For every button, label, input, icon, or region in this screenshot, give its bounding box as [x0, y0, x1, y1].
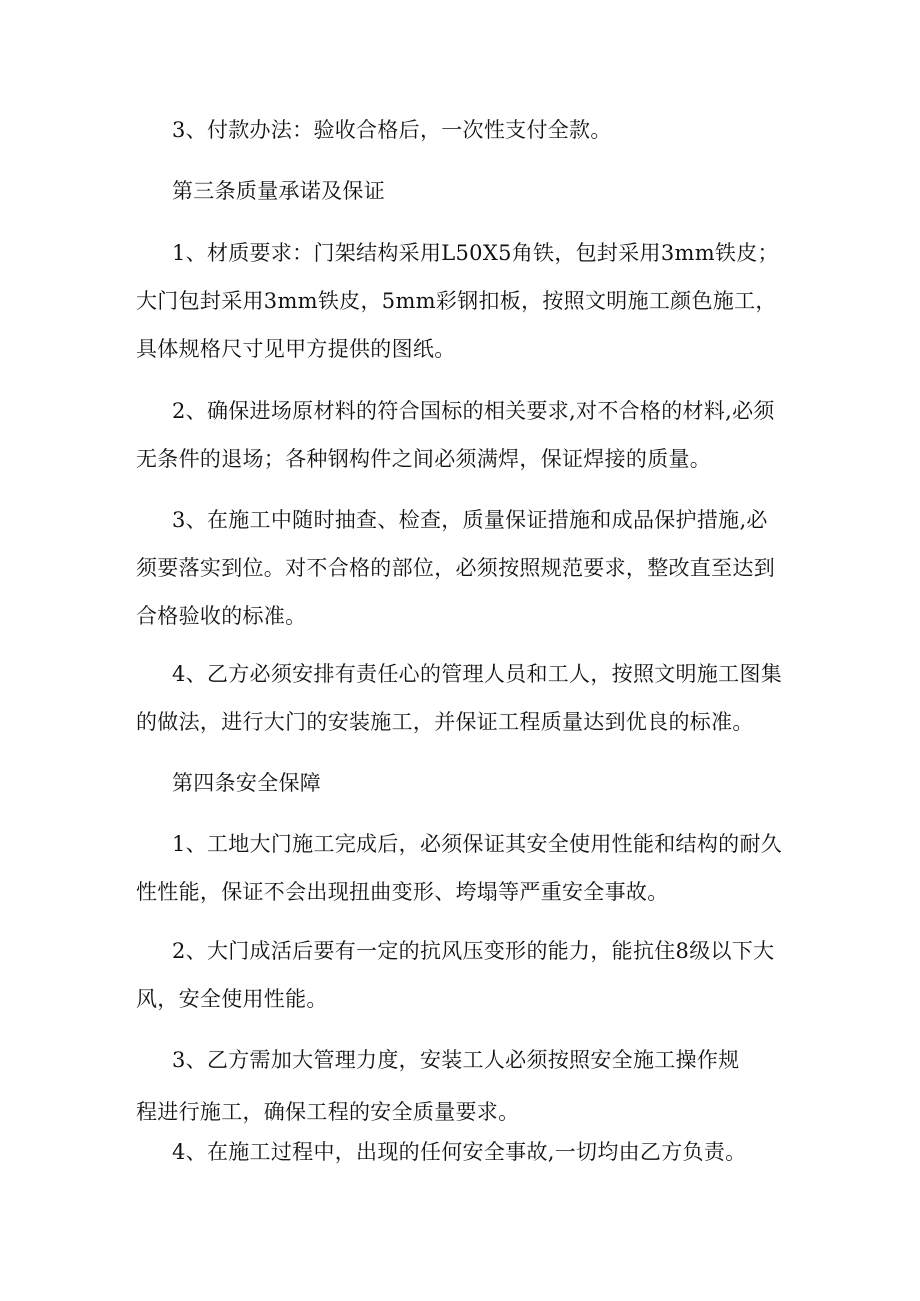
text-line: 须要落实到位。对不合格的部位，必须按照规范要求，整改直至达到 — [136, 556, 775, 580]
text-line: 大门包封采用3mm铁皮，5mm彩钢扣板，按照文明施工颜色施工， — [136, 289, 777, 313]
text-line: 性性能，保证不会出现扭曲变形、垮塌等严重安全事故。 — [136, 880, 669, 904]
section-heading: 第四条安全保障 — [172, 771, 322, 795]
text-line: 合格验收的标准。 — [136, 604, 307, 628]
text-line: 无条件的退场；各种钢构件之间必须满焊，保证焊接的质量。 — [136, 447, 712, 471]
text-line: 1、材质要求：门架结构采用L50X5角铁，包封采用3mm铁皮； — [172, 241, 779, 265]
text-line: 4、乙方必须安排有责任心的管理人员和工人，按照文明施工图集 — [172, 662, 783, 686]
text-line: 具体规格尺寸见甲方提供的图纸。 — [136, 337, 456, 361]
text-line: 程进行施工，确保工程的安全质量要求。 — [136, 1100, 520, 1124]
text-line: 4、在施工过程中，出现的任何安全事故,一切均由乙方负责。 — [172, 1140, 747, 1164]
section-heading: 第三条质量承诺及保证 — [172, 179, 385, 203]
text-line: 3、付款办法：验收合格后，一次性支付全款。 — [172, 118, 612, 142]
text-line: 风，安全使用性能。 — [136, 987, 328, 1011]
text-line: 2、确保进场原材料的符合国标的相关要求,对不合格的材料,必须 — [172, 399, 775, 423]
text-line: 的做法，进行大门的安装施工，并保证工程质量达到优良的标准。 — [136, 710, 754, 734]
text-line: 3、在施工中随时抽查、检查，质量保证措施和成品保护措施,必 — [172, 508, 768, 532]
text-line: 1、工地大门施工完成后，必须保证其安全使用性能和结构的耐久 — [172, 832, 783, 856]
text-line: 2、大门成活后要有一定的抗风压变形的能力，能抗住8级以下大 — [172, 939, 775, 963]
text-line: 3、乙方需加大管理力度，安装工人必须按照安全施工操作规 — [172, 1048, 740, 1072]
